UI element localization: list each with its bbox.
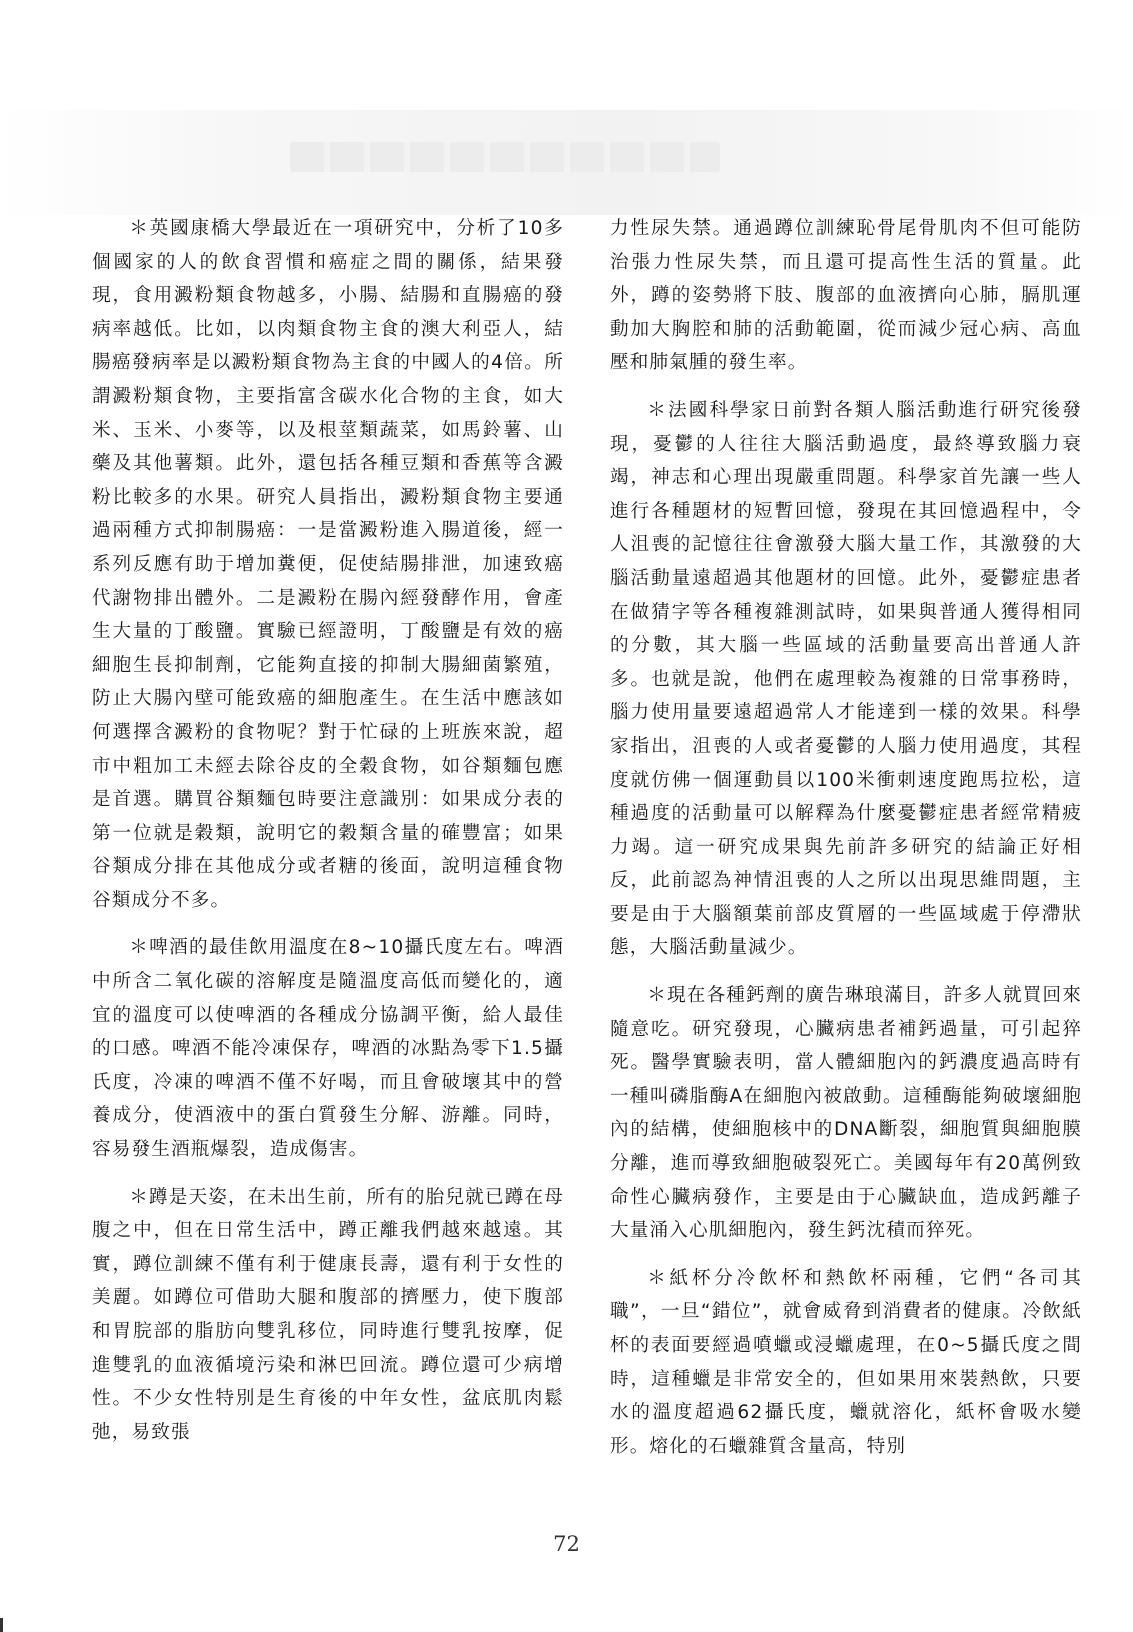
scan-corner-mark bbox=[0, 1618, 3, 1632]
page-number: 72 bbox=[553, 1532, 580, 1556]
paragraph-beer-temperature: ＊啤酒的最佳飲用溫度在8~10攝氏度左右。啤酒中所含二氧化碳的溶解度是隨溫度高低而變化的，適宜的溫度可以使啤酒的各種成分協調平衡，給人最佳的口感。啤酒不能冷凍保存，啤酒的冰點為零下1.5攝氏度，冷凍的啤酒不僅不好喝，而且會破壞其中的營養成分，使酒液中的蛋白質發生分解、游離。同時，容易發生酒瓶爆裂，造成傷害。 bbox=[92, 937, 564, 1161]
header-banner bbox=[0, 110, 1133, 215]
paragraph-starch-cancer: ＊英國康橋大學最近在一項研究中，分析了10多個國家的人的飲食習慣和癌症之間的關係，結果發現，食用澱粉類食物越多，小腸、結腸和直腸癌的發病率越低。比如，以肉類食物主食的澳大利亞人，結腸癌發病率是以澱粉類食物為主食的中國人的4倍。所謂澱粉類食物，主要指富含碳水化合物的主食，如大米、玉米、小麥等，以及根莖類蔬菜，如馬鈴薯、山藥及其他薯類。此外，還包括各種豆類和香蕉等含澱粉比較多的水果。研究人員指出，澱粉類食物主要通過兩種方式抑制腸癌：一是當澱粉進入腸道後，經一系列反應有助于增加糞便，促使結腸排泄，加速致癌代謝物排出體外。二是澱粉在腸內經發酵作用，會產生大量的丁酸鹽。實驗已經證明，丁酸鹽是有效的癌細胞生長抑制劑，它能夠直接的抑制大腸細菌繁殖，防止大腸內壁可能致癌的細胞產生。在生活中應該如何選擇含澱粉的食物呢？對于忙碌的上班族來說，超市中粗加工未經去除谷皮的全穀食物，如谷類麵包應是首選。購買谷類麵包時要注意識別：如果成分表的第一位就是穀類，說明它的穀類含量的確豐富；如果谷類成分排在其他成分或者糖的後面，說明這種食物 谷類成分不多。 bbox=[92, 218, 584, 911]
left-column bbox=[92, 212, 584, 1463]
paragraph-calcium: ＊現在各種鈣劑的廣告琳琅滿目，許多人就買回來隨意吃。研究發現，心臟病患者補鈣過量，可引起猝死。醫學實驗表明，當人體細胞內的鈣濃度過高時有一種叫磷脂酶A在細胞內被啟動。這種酶能夠破壞細胞內的結構，使細胞核中的DNA斷裂，細胞質與細胞膜分離，進而導致細胞破裂死亡。美國每年有20萬例致命性心臟病發作，主要是由于心臟缺血，造成鈣離子大量涌入心肌細胞內，發生鈣沈積而猝死。 bbox=[610, 985, 1082, 1242]
faded-title-graphic bbox=[290, 142, 720, 172]
paragraph-paper-cups: ＊紙杯分冷飲杯和熱飲杯兩種，它們“各司其職”，一旦“錯位”，就會威脅到消費者的健康。冷飲紙杯的表面要經過噴蠟或浸蠟處理，在0~5攝氏度之間時，這種蠟是非常安全的，但如果用來裝熱飲，只要水的溫度超過62攝氏度，蠟就溶化，紙杯會吸水變形。熔化的石蠟雜質含量高，特別 bbox=[610, 1267, 1082, 1457]
paragraph-squatting: ＊蹲是天姿，在未出生前，所有的胎兒就已蹲在母腹之中，但在日常生活中，蹲正離我們越來越遠。其實，蹲位訓練不僅有利于健康長壽，還有利于女性的美麗。如蹲位可借助大腿和腹部的擠壓力，使下腹部和胃脘部的脂肪向雙乳移位，同時進行雙乳按摩，促進雙乳的血液循境污染和淋巴回流。蹲位還可少病增性。不少女性特別是生育後的中年女性，盆底肌肉鬆弛，易致張 bbox=[92, 1186, 564, 1443]
paragraph-depression-brain: ＊法國科學家日前對各類人腦活動進行研究後發現，憂鬱的人往往大腦活動過度，最終導致腦力衰竭，神志和心理出現嚴重問題。科學家首先讓一些人進行各種題材的短暫回憶，發現在其回憶過程中，令人沮喪的記憶往往會激發大腦大量工作，其激發的大腦活動量遠超過其他題材的回憶。此外，憂鬱症患者在做猜字等各種複雜測試時，如果與普通人獲得相同的分數，其大腦一些區域的活動量要高出普通人許多。也就是說，他們在處理較為複雜的日常事務時，腦力使用量要遠超過常人才能達到一樣的效果。科學家指出，沮喪的人或者憂鬱的人腦力使用過度，其程度就仿佛一個運動員以100米衝刺速度跑馬拉松，這種過度的活動量可以解釋為什麼憂鬱症患者經常精疲力竭。這一研究成果與先前許多研究的結論正好相反，此前認為神情沮喪的人之所以出現思維問題，主要是由于大腦額葉前部皮質層的一些區域處于停滯狀態，大腦活動量減少。 bbox=[610, 399, 1082, 959]
paragraph-squatting-continued: 力性尿失禁。通過蹲位訓練恥骨尾骨肌肉不但可能防治張力性尿失禁，而且還可提高性生活的質量。此外，蹲的姿勢將下肢、腹部的血液擠向心肺，膈肌運動加大胸腔和肺的活動範圍，從而減少冠心病、高血壓和肺氣腫的發生率。 bbox=[610, 218, 1082, 374]
right-column bbox=[610, 212, 1082, 1477]
